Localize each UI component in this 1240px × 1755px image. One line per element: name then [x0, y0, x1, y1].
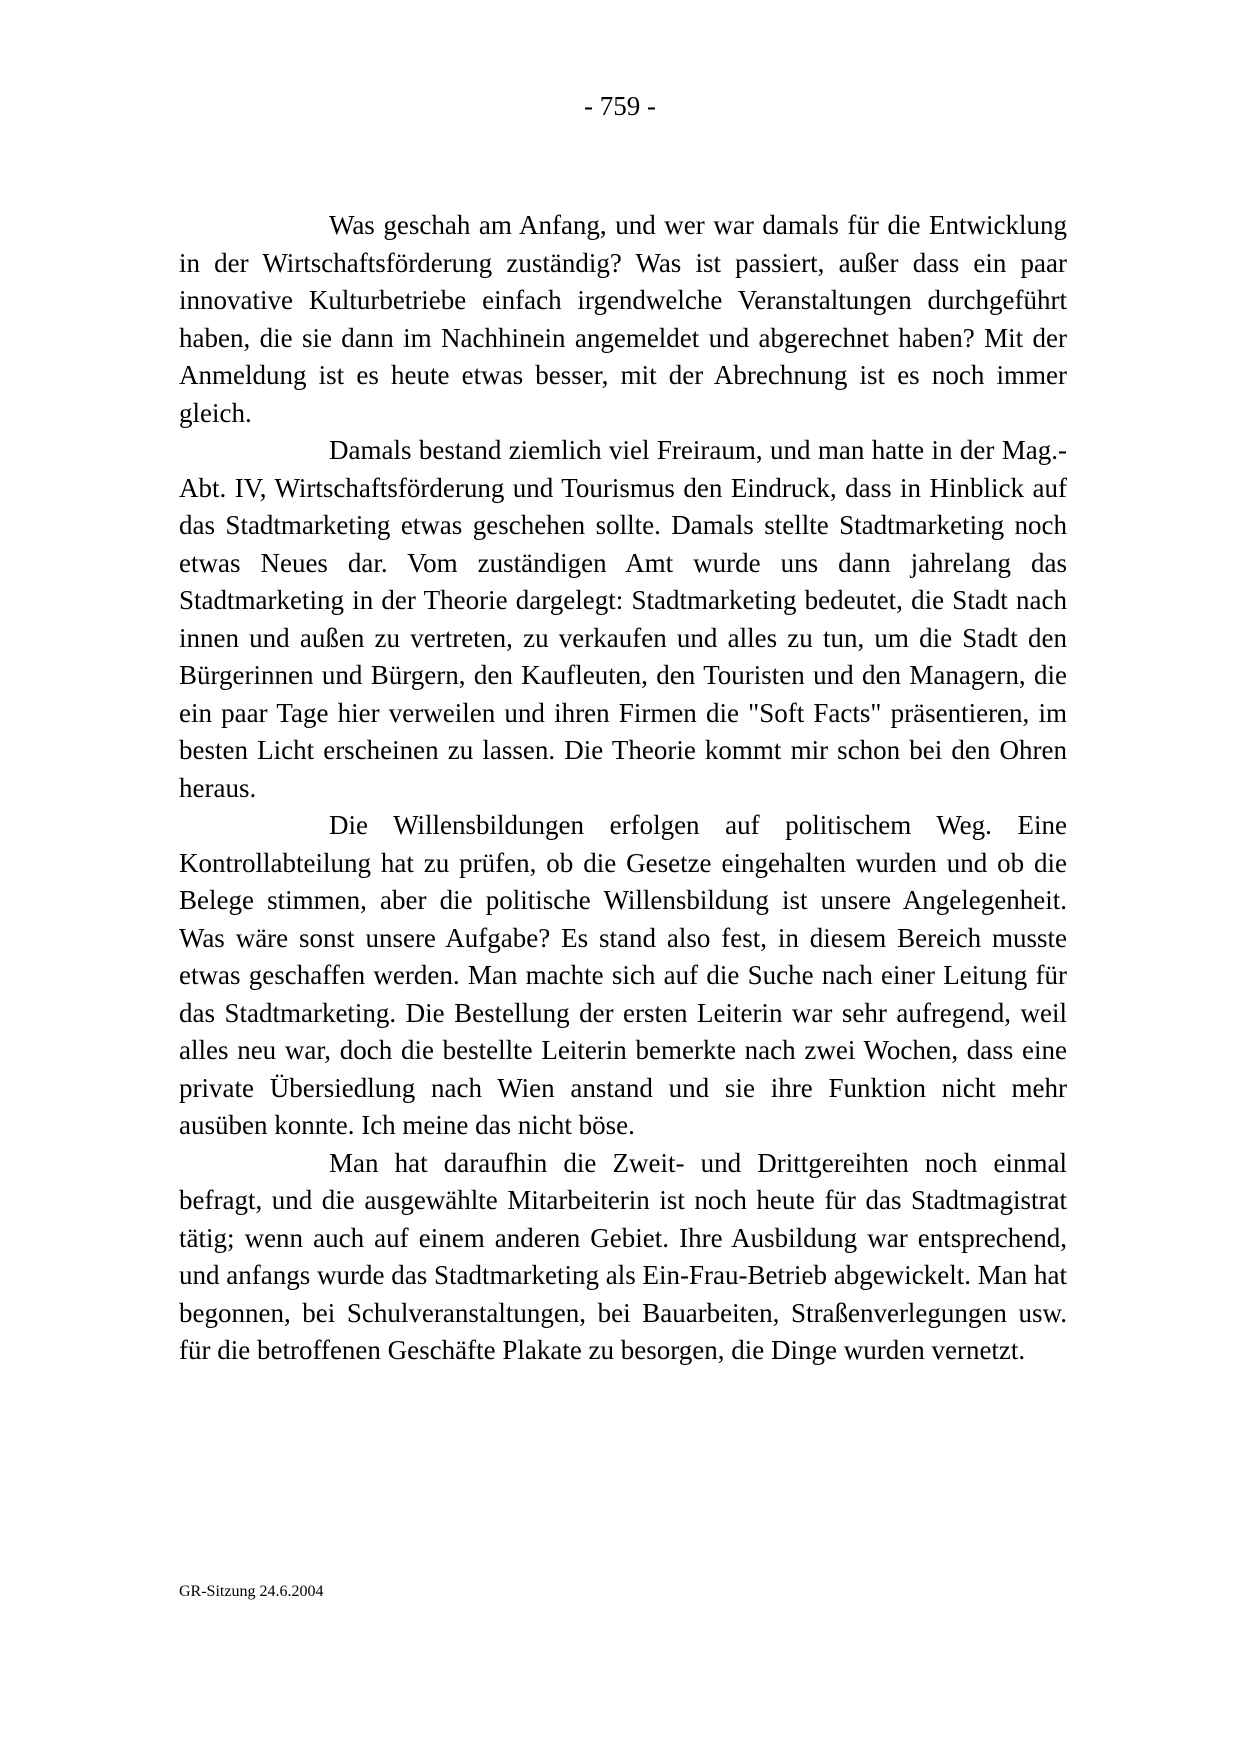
paragraph-1: Was geschah am Anfang, und wer war damals für die Entwicklung in der Wirtschaftsförderung zuständig? Was ist passiert, außer dass ein paar innovative Kulturbetriebe einfach irgendwelche Veranstaltungen durchgeführt haben, die sie dann im Nachhinein angemeldet und abgerechnet haben? Mit der Anmeldung ist es heute etwas besser, mit der Abrechnung ist es noch immer gleich.: [179, 210, 1067, 428]
page-footer: GR-Sitzung 24.6.2004: [179, 1583, 324, 1600]
paragraph-3: Die Willensbildungen erfolgen auf politischem Weg. Eine Kontrollabteilung hat zu prüfen, ob die Gesetze eingehalten wurden und ob die Belege stimmen, aber die politische Willensbildung ist unsere Angelegenheit. Was wäre sonst unsere Aufgabe? Es stand also fest, in diesem Bereich musste etwas geschaffen werden. Man machte sich auf die Suche nach einer Leitung für das Stadtmarketing. Die Bestellung der ersten Leiterin war sehr aufregend, weil alles neu war, doch die bestellte Leiterin bemerkte nach zwei Wochen, dass eine private Übersiedlung nach Wien anstand und sie ihre Funktion nicht mehr ausüben konnte. Ich meine das nicht böse.: [179, 810, 1067, 1140]
paragraph-2: Damals bestand ziemlich viel Freiraum, und man hatte in der Mag.-Abt. IV, Wirtschaftsförderung und Tourismus den Eindruck, dass in Hinblick auf das Stadtmarketing etwas geschehen sollte. Damals stellte Stadtmarketing noch etwas Neues dar. Vom zuständigen Amt wurde uns dann jahrelang das Stadtmarketing in der Theorie dargelegt: Stadtmarketing bedeutet, die Stadt nach innen und außen zu vertreten, zu verkaufen und alles zu tun, um die Stadt den Bürgerinnen und Bürgern, den Kaufleuten, den Touristen und den Managern, die ein paar Tage hier verweilen und ihren Firmen die "Soft Facts" präsentieren, im besten Licht erscheinen zu lassen. Die Theorie kommt mir schon bei den Ohren heraus.: [179, 435, 1067, 803]
paragraph-4: Man hat daraufhin die Zweit- und Drittgereihten noch einmal befragt, und die ausgewählte Mitarbeiterin ist noch heute für das Stadtmagistrat tätig; wenn auch auf einem anderen Gebiet. Ihre Ausbildung war entsprechend, und anfangs wurde das Stadtmarketing als Ein-Frau-Betrieb abgewickelt. Man hat begonnen, bei Schulveranstaltungen, bei Bauarbeiten, Straßenverlegungen usw. für die betroffenen Geschäfte Plakate zu besorgen, die Dinge wurden vernetzt.: [179, 1147, 1067, 1365]
document-body: [179, 207, 1067, 1370]
page-number: - 759 -: [584, 91, 656, 121]
